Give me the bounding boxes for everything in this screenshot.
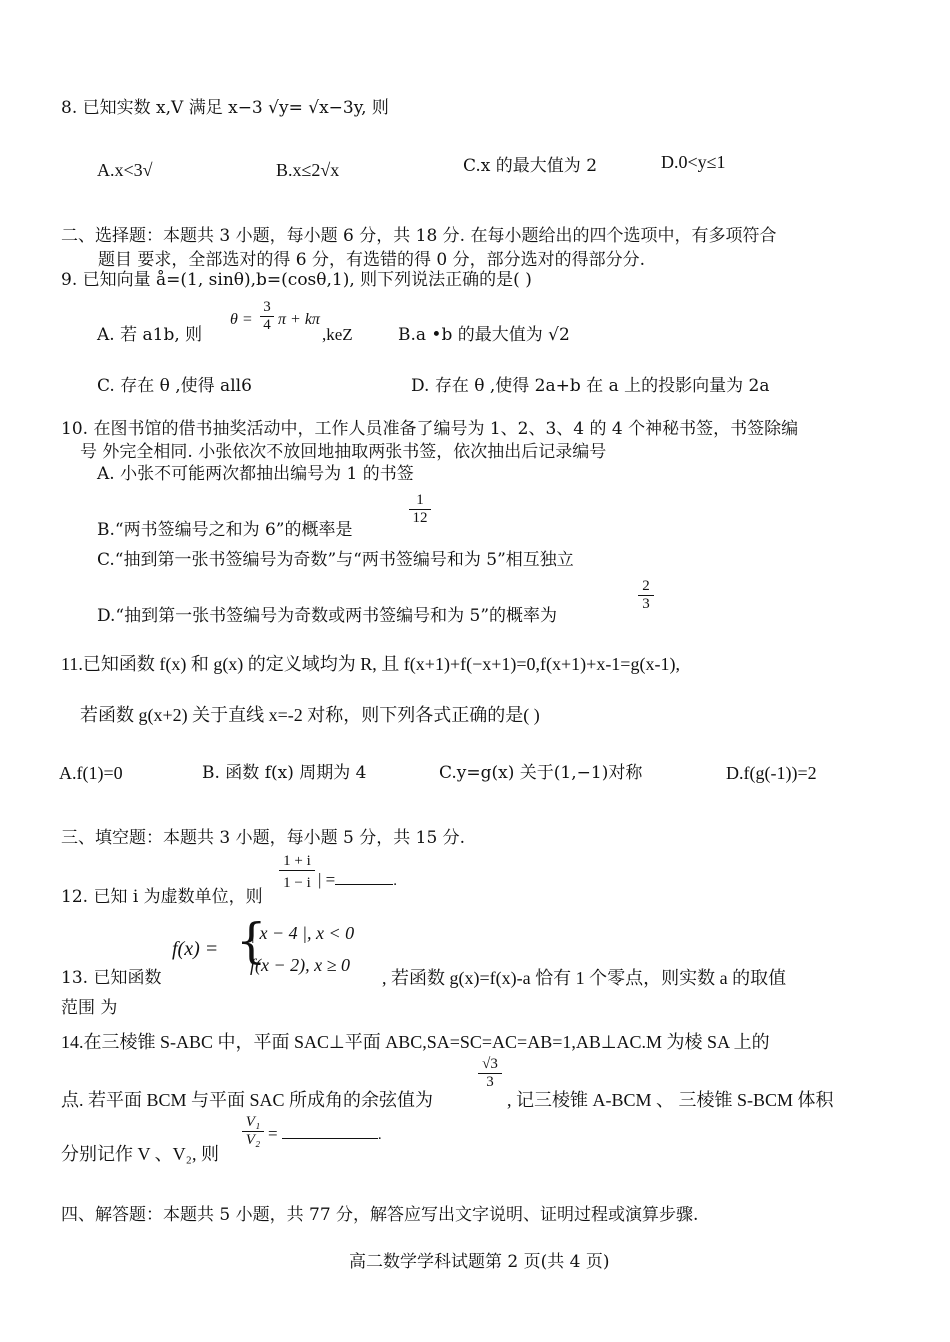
q9-option-a-tail: ,keZ xyxy=(322,325,353,344)
q13-case1: | x − 4 |, x < 0 xyxy=(250,923,355,943)
q9-option-b: B.a •b 的最大值为 √2 xyxy=(398,325,570,345)
q13-brace-icon: { xyxy=(236,913,267,969)
q10-option-c: C.“抽到第一张书签编号为奇数”与“两书签编号和为 5”相互独立 xyxy=(97,550,574,570)
q10-option-d: D.“抽到第一张书签编号为奇数或两书签编号和为 5”的概率为 xyxy=(97,606,558,626)
q10-d-den: 3 xyxy=(638,595,654,613)
q12-frac-den: 1 − i xyxy=(279,870,315,892)
q9-option-c: C. 存在 θ ,使得 all6 xyxy=(97,376,252,396)
section3-title: 三、填空题：本题共 3 小题，每小题 5 分，共 15 分. xyxy=(61,828,466,848)
q12-answer-blank[interactable] xyxy=(335,884,393,885)
q12-frac-num: 1 + i xyxy=(283,853,311,869)
q13-fx: f(x) = xyxy=(172,938,219,960)
q10-d-num: 2 xyxy=(642,578,650,594)
q14-answer-blank[interactable] xyxy=(282,1138,378,1139)
section2-line1: 二、选择题：本题共 3 小题，每小题 6 分，共 18 分. 在每小题给出的四个选项中，有多项符合 xyxy=(61,226,777,246)
q10-option-a: A. 小张不可能两次都抽出编号为 1 的书签 xyxy=(97,464,414,484)
q14-frac-num: √3 xyxy=(482,1056,498,1072)
q12-fraction xyxy=(279,853,315,893)
q14-v-den: V₂ xyxy=(242,1131,264,1149)
q14-v-eq-line xyxy=(268,1124,382,1144)
q11-option-c: C.y=g(x) 关于(1,−1)对称 xyxy=(439,763,643,783)
q12-tail xyxy=(318,870,397,890)
q14-v-num: V₁ xyxy=(245,1114,261,1130)
q9-option-a-pre: A. 若 a1b, 则 xyxy=(97,325,203,345)
q12-abs-equal: | = xyxy=(318,870,336,889)
q13-case2: f(x − 2), x ≥ 0 xyxy=(250,955,350,975)
q14-fraction-sqrt3-3 xyxy=(478,1056,502,1092)
q12-end-dot: . xyxy=(393,873,397,889)
q14-fraction-v1-v2 xyxy=(242,1114,264,1150)
q10-fraction-1-12 xyxy=(409,492,431,528)
q14-end-dot: . xyxy=(377,1127,382,1143)
q9-theta-label: θ = xyxy=(230,311,253,328)
q12-stem: 12. 已知 i 为虚数单位，则 xyxy=(61,887,263,907)
q14-line2-post: , 记三棱锥 A-BCM 、 三棱锥 S-BCM 体积 xyxy=(507,1090,834,1110)
q10-line1: 10. 在图书馆的借书抽奖活动中，工作人员准备了编号为 1、2、3、4 的 4 个神秘书签，书签除编 xyxy=(61,419,799,439)
section2-line2: 题目 要求，全部选对的得 6 分，有选错的得 0 分，部分选对的得部分分. xyxy=(98,250,646,270)
q9-fraction-3-4 xyxy=(260,299,274,335)
q10-b-num: 1 xyxy=(416,492,424,508)
q9-pi-term: π + kπ xyxy=(278,311,320,328)
q10-line2: 号 外完全相同. 小张依次不放回地抽取两张书签，依次抽出后记录编号 xyxy=(80,442,607,462)
q13-line2: 范围 为 xyxy=(61,998,118,1018)
q8-option-d: D.0<y≤1 xyxy=(661,152,726,172)
q14-line2-pre: 点. 若平面 BCM 与平面 SAC 所成角的余弦值为 xyxy=(61,1090,434,1110)
q9-frac-num: 3 xyxy=(263,299,271,315)
section4-title: 四、解答题：本题共 5 小题，共 77 分，解答应写出文字说明、证明过程或演算步骤. xyxy=(61,1205,699,1225)
q10-fraction-2-3 xyxy=(638,578,654,614)
q10-b-den: 12 xyxy=(409,509,431,527)
q11-option-d: D.f(g(-1))=2 xyxy=(726,763,817,783)
q8-option-c: C.x 的最大值为 2 xyxy=(463,156,598,176)
q9-stem: 9. 已知向量 å=(1, sinθ),b=(cosθ,1), 则下列说法正确的是( ) xyxy=(61,270,532,290)
q14-line1: 14.在三棱锥 S-ABC 中，平面 SAC⊥平面 ABC,SA=SC=AC=AB=1,AB⊥AC.M 为棱 SA 上的 xyxy=(61,1032,770,1052)
q13-pre: 13. 已知函数 xyxy=(61,968,162,988)
q9-option-d: D. 存在 θ ,使得 2a+b 在 a 上的投影向量为 2a xyxy=(411,376,770,396)
q10-option-b: B.“两书签编号之和为 6”的概率是 xyxy=(97,520,353,540)
q11-option-a: A.f(1)=0 xyxy=(59,763,123,783)
q8-stem: 8. 已知实数 x,V 满足 x−3 √y= √x−3y, 则 xyxy=(61,98,389,118)
q14-line3-pre: 分别记作 V 、V₂, 则 xyxy=(61,1144,219,1164)
q11-line1: 11.已知函数 f(x) 和 g(x) 的定义域均为 R, 且 f(x+1)+f(−x+1)=0,f(x+1)+x-1=g(x-1), xyxy=(61,654,680,674)
page-footer: 高二数学学科试题第 2 页(共 4 页) xyxy=(349,1252,610,1272)
q14-v-equal: = xyxy=(268,1124,278,1143)
q11-line2: 若函数 g(x+2) 关于直线 x=-2 对称，则下列各式正确的是( ) xyxy=(80,705,540,725)
q8-option-b: B.x≤2√x xyxy=(276,160,340,180)
q13-post: , 若函数 g(x)=f(x)-a 恰有 1 个零点，则实数 a 的取值 xyxy=(382,968,787,988)
q8-option-a: A.x<3√ xyxy=(97,160,153,180)
q11-option-b: B. 函数 f(x) 周期为 4 xyxy=(202,763,367,783)
q14-frac-den: 3 xyxy=(478,1073,502,1091)
q9-frac-den: 4 xyxy=(260,316,274,334)
